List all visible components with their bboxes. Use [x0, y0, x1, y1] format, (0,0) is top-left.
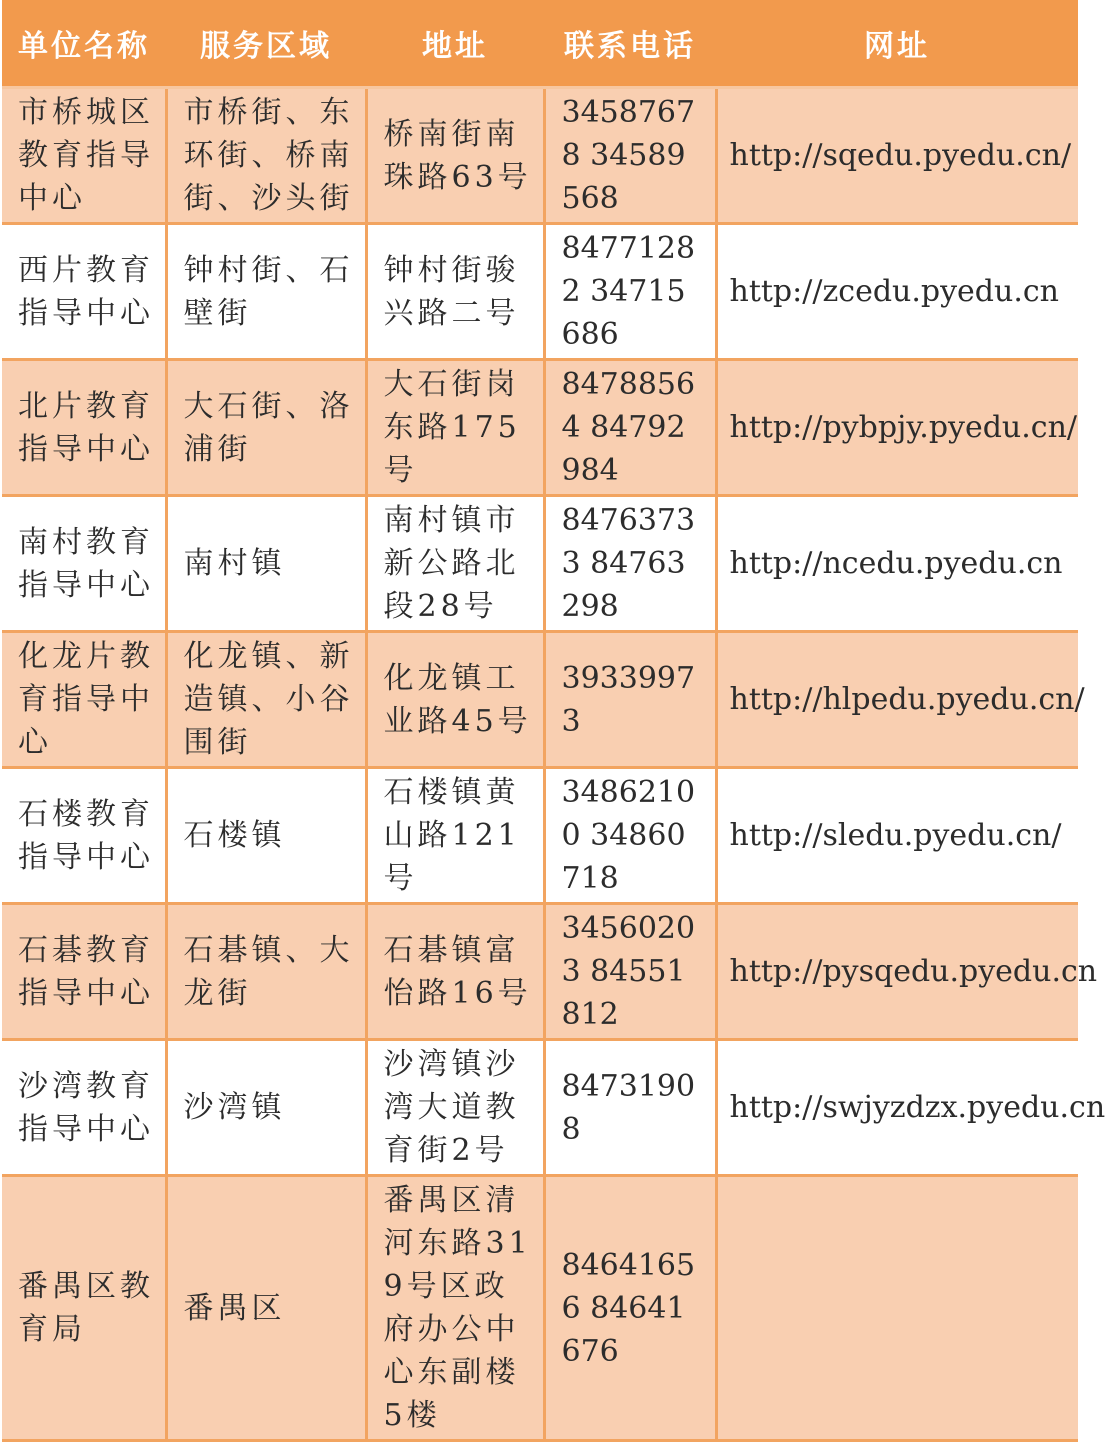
table-row [2, 1176, 1078, 1441]
service-area-cell: 化龙镇、新造镇、小谷围街 [166, 632, 366, 768]
phone-cell: 84641656 84641676 [544, 1176, 716, 1441]
website-link[interactable]: http://hlpedu.pyedu.cn/ [716, 632, 1078, 768]
unit-name-cell: 石碁教育指导中心 [2, 904, 166, 1040]
service-area-cell: 沙湾镇 [166, 1040, 366, 1176]
header-address: 地址 [366, 0, 544, 88]
service-area-cell: 石碁镇、大龙街 [166, 904, 366, 1040]
website-link[interactable]: http://ncedu.pyedu.cn [716, 496, 1078, 632]
service-area-cell: 番禺区 [166, 1176, 366, 1441]
phone-cell: 34587678 34589568 [544, 88, 716, 224]
website-link[interactable]: http://sqedu.pyedu.cn/ [716, 88, 1078, 224]
header-service-area: 服务区域 [166, 0, 366, 88]
table-row [2, 904, 1078, 1040]
table-row [2, 632, 1078, 768]
website-link[interactable]: http://pybpjy.pyedu.cn/ [716, 360, 1078, 496]
education-center-contact-table [2, 0, 1105, 1442]
unit-name-cell: 沙湾教育指导中心 [2, 1040, 166, 1176]
website-link[interactable]: http://pysqedu.pyedu.cn [716, 904, 1078, 1040]
table-row [2, 88, 1078, 224]
unit-name-cell: 西片教育指导中心 [2, 224, 166, 360]
table-row [2, 224, 1078, 360]
address-cell: 化龙镇工业路45号 [366, 632, 544, 768]
phone-cell: 84771282 34715686 [544, 224, 716, 360]
phone-cell: 34560203 84551812 [544, 904, 716, 1040]
table-row [2, 1040, 1078, 1176]
phone-cell: 84763733 84763298 [544, 496, 716, 632]
website-link[interactable]: http://zcedu.pyedu.cn [716, 224, 1078, 360]
header-phone: 联系电话 [544, 0, 716, 88]
phone-cell: 39339973 [544, 632, 716, 768]
service-area-cell: 南村镇 [166, 496, 366, 632]
service-area-cell: 大石街、洛浦街 [166, 360, 366, 496]
service-area-cell: 石楼镇 [166, 768, 366, 904]
header-unit-name: 单位名称 [2, 0, 166, 88]
unit-name-cell: 南村教育指导中心 [2, 496, 166, 632]
phone-cell: 34862100 34860718 [544, 768, 716, 904]
phone-cell: 84788564 84792984 [544, 360, 716, 496]
table-header-row [2, 0, 1078, 88]
address-cell: 大石街岗东路175号 [366, 360, 544, 496]
website-link[interactable]: http://swjyzdzx.pyedu.cn [716, 1040, 1078, 1176]
unit-name-cell: 化龙片教育指导中心 [2, 632, 166, 768]
website-link[interactable]: http://sledu.pyedu.cn/ [716, 768, 1078, 904]
unit-name-cell: 市桥城区教育指导中心 [2, 88, 166, 224]
address-cell: 石碁镇富怡路16号 [366, 904, 544, 1040]
website-link[interactable] [716, 1176, 1078, 1441]
unit-name-cell: 石楼教育指导中心 [2, 768, 166, 904]
phone-cell: 84731908 [544, 1040, 716, 1176]
unit-name-cell: 番禺区教育局 [2, 1176, 166, 1441]
header-website: 网址 [716, 0, 1078, 88]
table-row [2, 360, 1078, 496]
table-row [2, 768, 1078, 904]
address-cell: 番禺区清河东路319号区政府办公中心东副楼5楼 [366, 1176, 544, 1441]
address-cell: 南村镇市新公路北段28号 [366, 496, 544, 632]
address-cell: 钟村街骏兴路二号 [366, 224, 544, 360]
service-area-cell: 钟村街、石壁街 [166, 224, 366, 360]
service-area-cell: 市桥街、东环街、桥南街、沙头街 [166, 88, 366, 224]
contact-table-container [2, 0, 1105, 1433]
address-cell: 石楼镇黄山路121号 [366, 768, 544, 904]
address-cell: 桥南街南珠路63号 [366, 88, 544, 224]
unit-name-cell: 北片教育指导中心 [2, 360, 166, 496]
table-row [2, 496, 1078, 632]
address-cell: 沙湾镇沙湾大道教育街2号 [366, 1040, 544, 1176]
